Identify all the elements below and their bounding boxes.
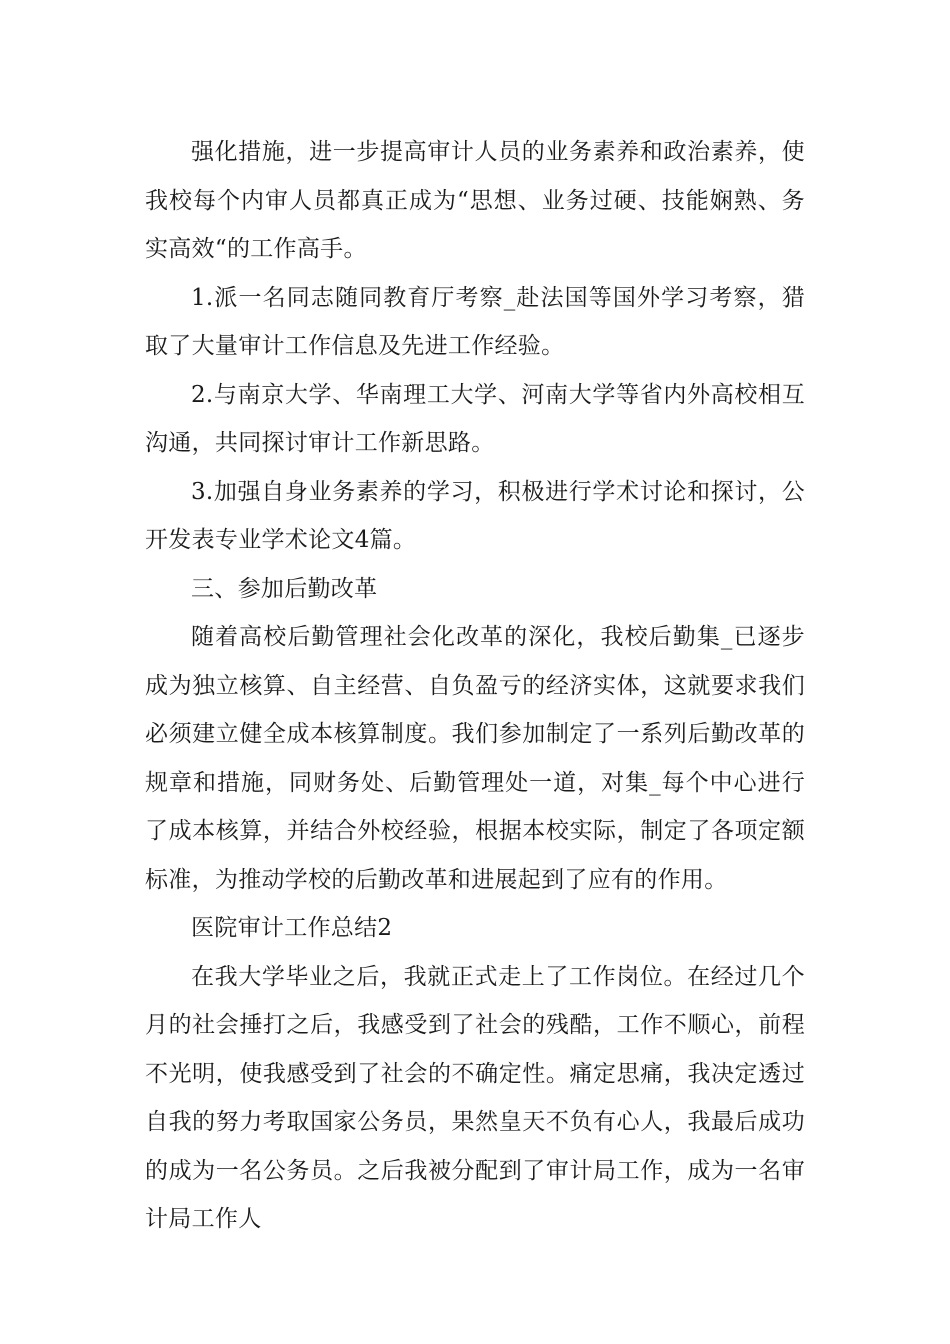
paragraph-summary-2-intro: 在我大学毕业之后，我就正式走上了工作岗位。在经过几个月的社会捶打之后，我感受到了社会的残酷，工作不顺心，前程不光明，使我感受到了社会的不确定性。痛定思痛，我决定透过自我的努力考取国家公务员，果然皇天不负有心人，我最后成功的成为一名公务员。之后我被分配到了审计局工作，成为一名审计局工作人 — [145, 963, 805, 1232]
paragraph-item-2: 2.与南京大学、华南理工大学、河南大学等省内外高校相互沟通，共同探讨审计工作新思路。 — [145, 381, 805, 456]
paragraph-item-3: 3.加强自身业务素养的学习，积极进行学术讨论和探讨，公开发表专业学术论文4篇。 — [145, 478, 805, 553]
paragraph-item-1: 1.派一名同志随同教育厅考察_赴法国等国外学习考察，猎取了大量审计工作信息及先进工作经验。 — [145, 284, 805, 359]
paragraph-logistics-reform: 随着高校后勤管理社会化改革的深化，我校后勤集_已逐步成为独立核算、自主经营、自负盈亏的经济实体，这就要求我们必须建立健全成本核算制度。我们参加制定了一系列后勤改革的规章和措施，同财务处、后勤管理处一道，对集_每个中心进行了成本核算，并结合外校经验，根据本校实际，制定了各项定额标准，为推动学校的后勤改革和进展起到了应有的作用。 — [145, 624, 805, 893]
paragraph-measures: 强化措施，进一步提高审计人员的业务素养和政治素养，使我校每个内审人员都真正成为“思想、业务过硬、技能娴熟、务实高效“的工作高手。 — [145, 139, 805, 262]
document-body — [145, 128, 805, 1244]
section-heading-summary-2: 医院审计工作总结2 — [191, 915, 393, 941]
section-heading-logistics-reform: 三、参加后勤改革 — [191, 575, 378, 602]
